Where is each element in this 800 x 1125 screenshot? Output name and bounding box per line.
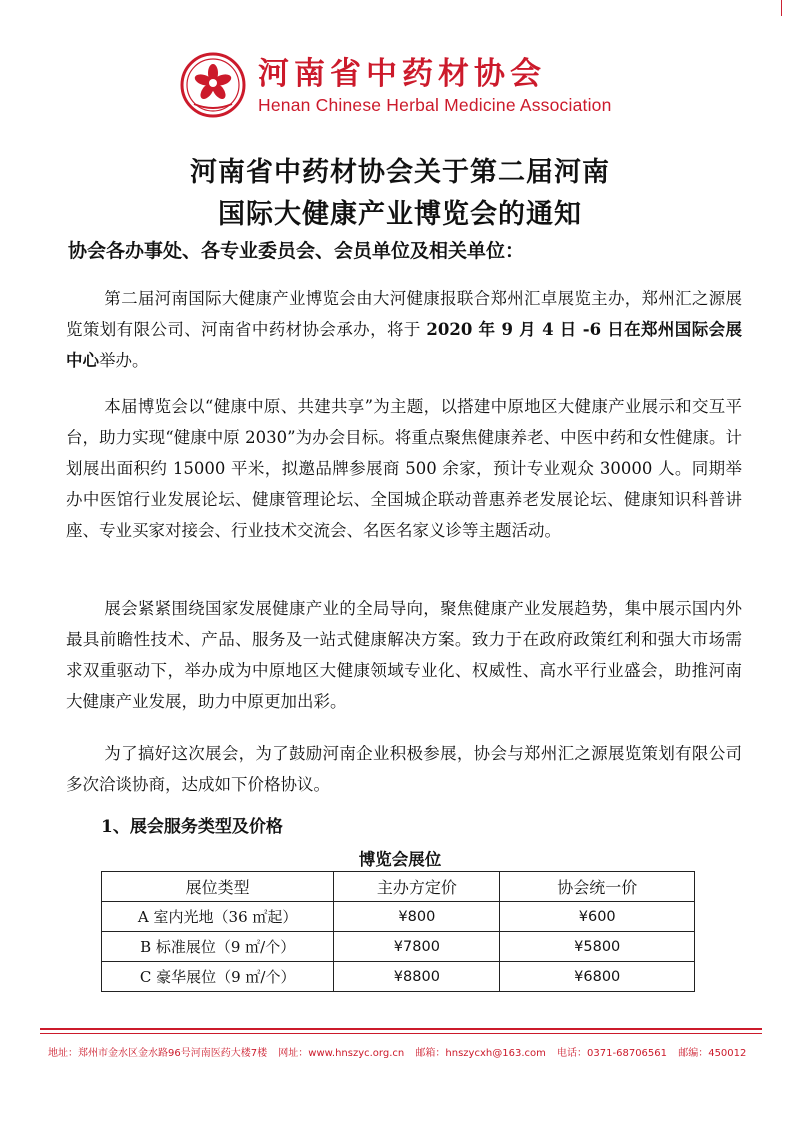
- footer-phone: 电话：0371-68706561: [557, 1048, 668, 1059]
- footer-email: 邮箱：hnszycxh@163.com: [415, 1048, 546, 1059]
- table-row: [102, 962, 695, 992]
- red-flower-emblem-icon: [180, 52, 246, 118]
- paragraph-3: [66, 593, 742, 717]
- organizer-price-cell: ¥7800: [334, 932, 500, 962]
- paragraph-4: [66, 738, 742, 800]
- paragraph-1-text-b: 举办。: [99, 351, 149, 370]
- paragraph-1-text-a: 第二届河南国际大健康产业博览会由大河健康报联合郑州汇卓展览主办，郑州汇之源展览策划有限公司、河南省中药材协会承办，将于: [66, 289, 742, 339]
- scan-corner-mark: [781, 0, 782, 16]
- header-organizer-price: 主办方定价: [334, 872, 500, 902]
- table-row: [102, 902, 695, 932]
- section-heading: 1、展会服务类型及价格: [101, 817, 283, 837]
- header-booth-type: 展位类型: [102, 872, 334, 902]
- org-name-cn: 河南省中药材协会: [258, 56, 546, 92]
- footer-website: 网址：www.hnszyc.org.cn: [278, 1048, 405, 1059]
- event-date-venue: 2020 年 9 月 4 日 -6 日在郑州国际会展中心: [66, 320, 742, 370]
- paragraph-4-text: 为了搞好这次展会，为了鼓励河南企业积极参展，协会与郑州汇之源展览策划有限公司多次洽谈协商，达成如下价格协议。: [66, 744, 742, 794]
- footer-rule: [40, 1028, 762, 1030]
- document-title-line-1: 河南省中药材协会关于第二届河南: [190, 157, 610, 188]
- table-row: [102, 932, 695, 962]
- footer-rule-thin: [40, 1033, 762, 1034]
- table-caption: 博览会展位: [358, 850, 442, 869]
- association-price-cell: ¥600: [500, 902, 695, 932]
- association-price-cell: ¥6800: [500, 962, 695, 992]
- document-title-line-2: 国际大健康产业博览会的通知: [218, 199, 582, 230]
- paragraph-1: [66, 283, 742, 376]
- footer-contact: [48, 1044, 768, 1059]
- salutation: 协会各办事处、各专业委员会、会员单位及相关单位：: [68, 240, 525, 262]
- footer-address: 地址：郑州市金水区金水路96号河南医药大楼7楼: [48, 1048, 268, 1059]
- header-association-price: 协会统一价: [500, 872, 695, 902]
- paragraph-2-text: 本届博览会以“健康中原、共建共享”为主题，以搭建中原地区大健康产业展示和交互平台，助力实现“健康中原 2030”为办会目标。将重点聚焦健康养老、中医中药和女性健康。计划展出面积约 15000 平米，拟邀品牌参展商 500 余家，预计专业观众 30000 人。同期举办中医馆行业发展论坛、健康管理论坛、全国城企联动普惠养老发展论坛、健康知识科普讲座、专业买家对接会、行业技术交流会、名医名家义诊等主题活动。: [66, 397, 742, 540]
- booth-type-cell: C 豪华展位（9 ㎡/个）: [102, 962, 334, 992]
- org-name-en: Henan Chinese Herbal Medicine Association: [258, 95, 612, 115]
- price-table: [101, 871, 695, 992]
- organizer-price-cell: ¥800: [334, 902, 500, 932]
- footer-postcode: 邮编：450012: [678, 1048, 747, 1059]
- paragraph-3-text: 展会紧紧围绕国家发展健康产业的全局导向，聚焦健康产业发展趋势，集中展示国内外最具前瞻性技术、产品、服务及一站式健康解决方案。致力于在政府政策红利和强大市场需求双重驱动下，举办成为中原地区大健康领域专业化、权威性、高水平行业盛会，助推河南大健康产业发展，助力中原更加出彩。: [66, 599, 742, 711]
- booth-type-cell: A 室内光地（36 ㎡起）: [102, 902, 334, 932]
- association-price-cell: ¥5800: [500, 932, 695, 962]
- table-header-row: [102, 872, 695, 902]
- paragraph-2: [66, 391, 742, 546]
- booth-type-cell: B 标准展位（9 ㎡/个）: [102, 932, 334, 962]
- organizer-price-cell: ¥8800: [334, 962, 500, 992]
